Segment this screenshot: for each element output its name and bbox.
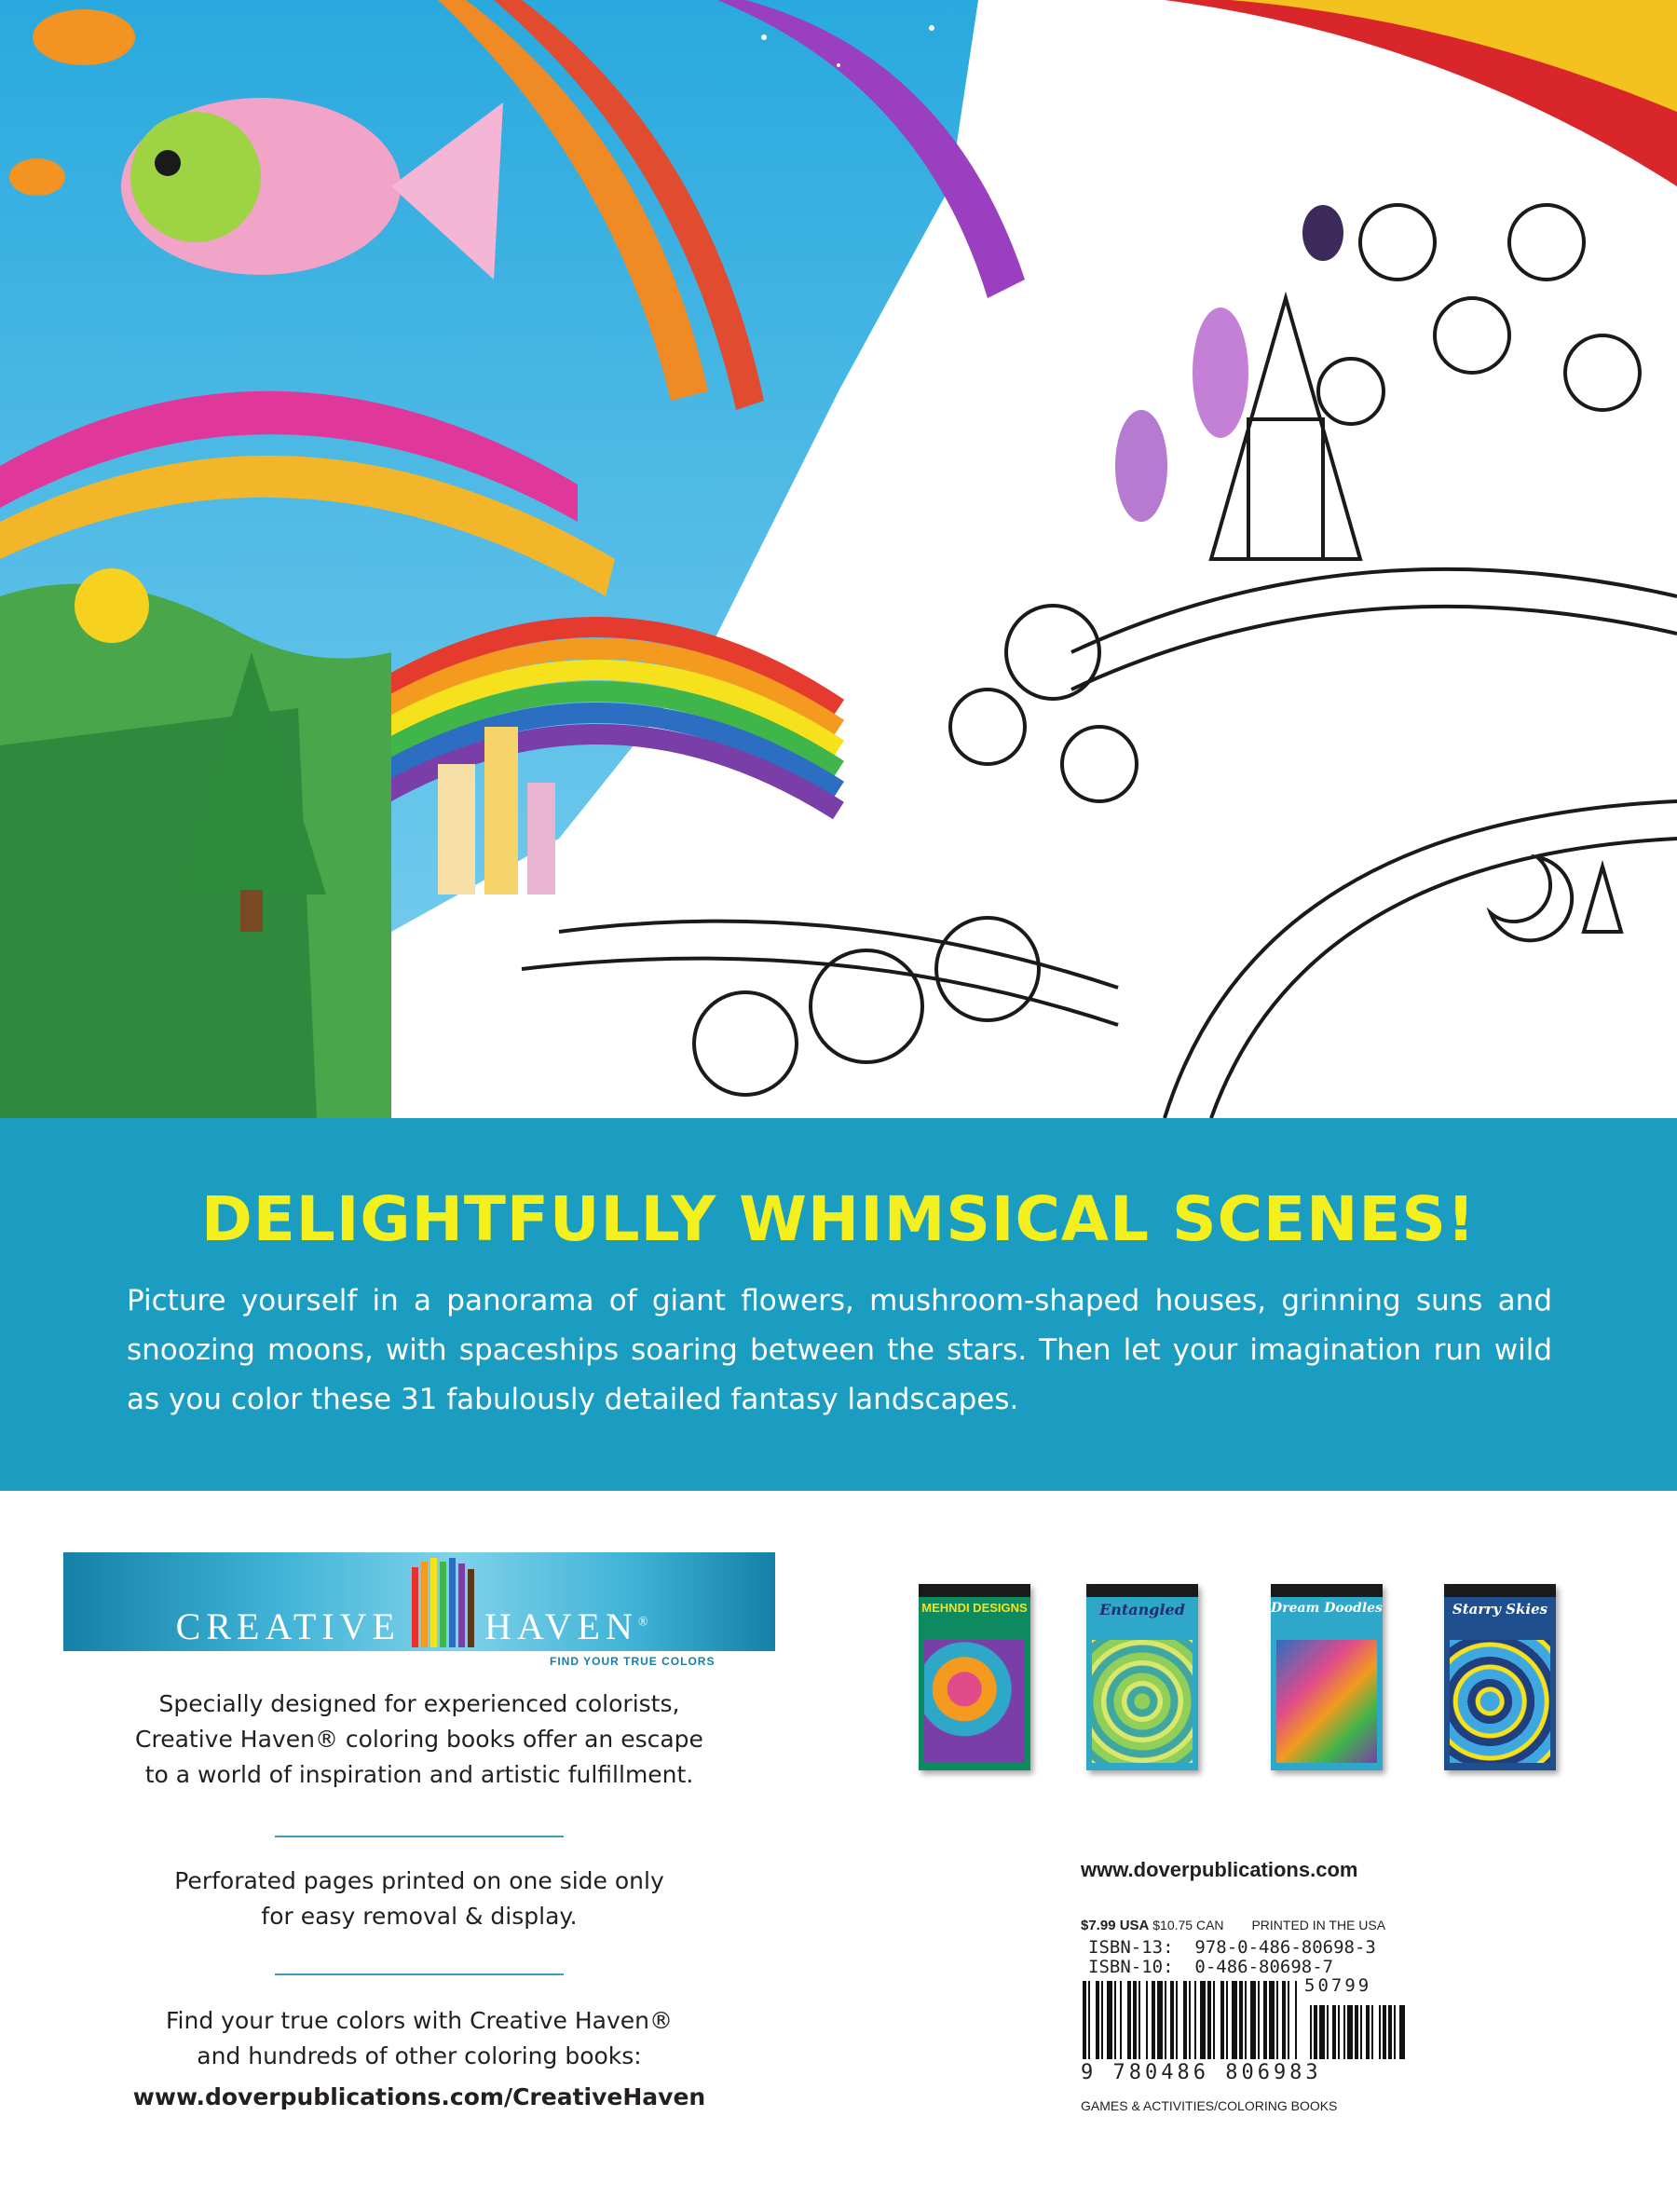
book-header-strip (1444, 1584, 1556, 1597)
book-thumbnail-mehndi[interactable] (919, 1584, 1030, 1770)
book-thumbnail-dream-doodles[interactable] (1271, 1584, 1383, 1770)
barcode-bar (1263, 1981, 1267, 2059)
barcode-bar (1170, 1981, 1174, 2059)
divider (275, 1836, 564, 1837)
barcode-bar (1226, 1981, 1228, 2059)
barcode-bar (1107, 1981, 1112, 2059)
barcode-bar (1250, 1981, 1256, 2059)
barcode-bar (1146, 1981, 1148, 2059)
barcode-bar (1200, 1981, 1206, 2059)
barcode-addon-bar (1394, 2005, 1396, 2059)
book-title: Starry Skies (1452, 1601, 1548, 1618)
barcode-bar (1083, 1981, 1086, 2059)
barcode-addon-bar (1319, 2005, 1325, 2059)
barcode-bar (1120, 1981, 1122, 2059)
logo-tagline: FIND YOUR TRUE COLORS (550, 1655, 716, 1668)
barcode-bar (1189, 1981, 1191, 2059)
barcode-bar (1101, 1981, 1103, 2059)
barcode-bar (1183, 1981, 1187, 2059)
barcode-addon-bar (1360, 2005, 1362, 2059)
barcode-bar (1276, 1981, 1278, 2059)
logo-text-haven: HAVEN® (484, 1605, 648, 1647)
barcode-addon-bar (1355, 2005, 1358, 2059)
divider (275, 1973, 564, 1975)
book-cover-art (1276, 1640, 1377, 1763)
isbn-10: ISBN-10: 0-486-80698-7 (1088, 1957, 1334, 1977)
barcode-bar (1096, 1981, 1099, 2059)
perforated-pages-note: Perforated pages printed on one side only for easy removal & display. (174, 1867, 664, 1930)
book-cover-art (1092, 1640, 1193, 1763)
book-cover-art (1450, 1640, 1550, 1763)
book-thumbnail-starry-skies[interactable] (1444, 1584, 1556, 1770)
barcode-bar (1239, 1981, 1243, 2059)
find-colors-note: Find your true colors with Creative Haven® and hundreds of other coloring books: (166, 2007, 673, 2069)
barcode (1081, 1981, 1409, 2061)
price-can: $10.75 CAN (1152, 1918, 1224, 1932)
colored-pencils-icon (408, 1558, 483, 1651)
barcode-bar (1152, 1981, 1155, 2059)
barcode-addon-bar (1366, 2005, 1370, 2059)
isbn-block (1088, 1938, 1405, 1977)
barcode-bar (1127, 1981, 1131, 2059)
barcode-bar (1207, 1981, 1211, 2059)
barcode-bar (1176, 1981, 1178, 2059)
barcode-bar (1213, 1981, 1215, 2059)
barcode-addon-bar (1383, 2005, 1386, 2059)
barcode-addon-bar (1314, 2005, 1317, 2059)
headline: DELIGHTFULLY WHIMSICAL SCENES! (200, 1183, 1477, 1255)
barcode-bar (1133, 1981, 1137, 2059)
printed-in: PRINTED IN THE USA (1251, 1918, 1386, 1932)
book-title: Entangled (1099, 1601, 1185, 1618)
isbn-13: ISBN-13: 978-0-486-80698-3 (1088, 1937, 1376, 1958)
barcode-addon-bar (1371, 2005, 1373, 2059)
barcode-bar (1282, 1981, 1286, 2059)
barcode-addon-number: 50799 (1304, 1975, 1372, 1996)
book-header-strip (1086, 1584, 1198, 1597)
barcode-bar (1232, 1981, 1237, 2059)
barcode-bar (1288, 1981, 1289, 2059)
barcode-bar (1245, 1981, 1247, 2059)
barcode-bar (1165, 1981, 1166, 2059)
book-header-strip (919, 1584, 1030, 1597)
barcode-bar (1157, 1981, 1163, 2059)
barcode-addon-bar (1388, 2005, 1392, 2059)
barcode-number: 9 780486 806983 (1081, 2061, 1322, 2084)
barcode-bar (1269, 1981, 1275, 2059)
barcode-addon-bar (1338, 2005, 1340, 2059)
barcode-addon-bar (1327, 2005, 1329, 2059)
category-label: GAMES & ACTIVITIES/COLORING BOOKS (1081, 2098, 1338, 2113)
barcode-addon-bar (1399, 2005, 1405, 2059)
barcode-bar (1194, 1981, 1196, 2059)
book-cover-art (924, 1640, 1025, 1763)
barcode-addon-bar (1347, 2005, 1353, 2059)
book-title: MEHNDI DESIGNS (921, 1601, 1028, 1615)
barcode-bar (1114, 1981, 1116, 2059)
book-title: Dream Doodles (1271, 1601, 1383, 1616)
barcode-bar (1220, 1981, 1224, 2059)
price-line (1081, 1918, 1416, 1933)
barcode-bar (1258, 1981, 1260, 2059)
barcode-bar (1088, 1981, 1090, 2059)
creative-haven-url[interactable]: www.doverpublications.com/CreativeHaven (132, 2083, 706, 2110)
creative-haven-description: Specially designed for experienced colorists, Creative Haven® coloring books offer an escape to a world of inspiration and artistic fulfillment. (135, 1690, 703, 1788)
barcode-addon-bar (1310, 2005, 1312, 2059)
barcode-addon-bar (1379, 2005, 1381, 2059)
barcode-bar (1295, 1981, 1297, 2059)
barcode-bar (1138, 1981, 1140, 2059)
price-usa: $7.99 USA (1081, 1918, 1150, 1933)
barcode-addon-bar (1332, 2005, 1336, 2059)
barcode-addon-bar (1343, 2005, 1345, 2059)
publisher-url[interactable]: www.doverpublications.com (1081, 1858, 1358, 1881)
book-header-strip (1271, 1584, 1383, 1597)
book-thumbnail-entangled[interactable] (1086, 1584, 1198, 1770)
description-text: Picture yourself in a panorama of giant flowers, mushroom-shaped houses, grinning suns and snoozing moons, with spaceships soaring between the stars. Then let your imagination run wild as you color these 31 fabulously detailed fantasy landscapes. (127, 1284, 1552, 1416)
logo-text-creative: CREATIVE (175, 1605, 401, 1647)
